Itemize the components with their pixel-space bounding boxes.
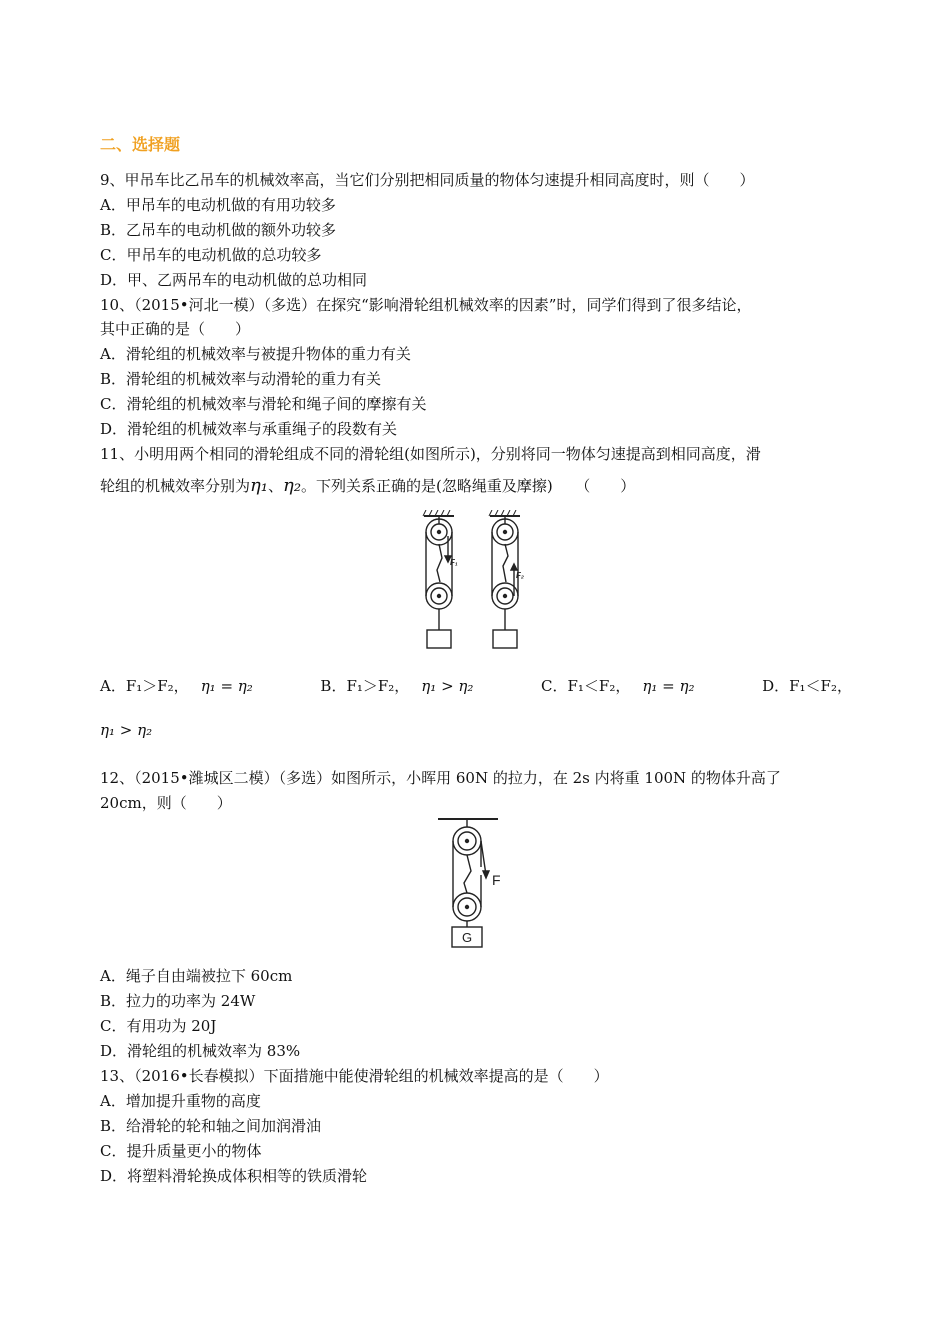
option-label: C． xyxy=(100,395,127,413)
pulley-system-1 xyxy=(423,510,454,648)
q11-options-row xyxy=(100,676,852,696)
q12-stem-line2: 20cm，则（ ） xyxy=(100,794,232,812)
eta2-symbol: η₂ xyxy=(283,475,302,496)
option-efficiency: η₁ > η₂ xyxy=(421,677,474,695)
option-text: 滑轮组的机械效率与动滑轮的重力有关 xyxy=(126,370,382,388)
q13-option-b xyxy=(100,1116,321,1136)
weight-label-g: G xyxy=(461,930,473,945)
option-text: 将塑料滑轮换成体积相等的铁质滑轮 xyxy=(127,1167,368,1185)
option-label: B． xyxy=(100,370,127,388)
option-text: 给滑轮的轮和轴之间加润滑油 xyxy=(126,1117,322,1135)
q11-option-d-efficiency: η₁ > η₂ xyxy=(100,721,153,739)
q11-stem-line1: 11、小明用两个相同的滑轮组成不同的滑轮组(如图所示)，分别将同一物体匀速提高到相同高度，滑 xyxy=(100,445,761,463)
option-text: 绳子自由端被拉下 60cm xyxy=(125,967,293,985)
option-label: B． xyxy=(100,1117,127,1135)
option-text: 提升质量更小的物体 xyxy=(126,1142,262,1160)
q10-option-d xyxy=(100,419,397,439)
q13-option-d xyxy=(100,1166,367,1186)
q11-option-c xyxy=(541,676,694,696)
option-label: D． xyxy=(100,420,128,438)
separator: 、 xyxy=(268,477,284,495)
option-efficiency: η₁ = η₂ xyxy=(200,677,253,695)
option-label: B． xyxy=(320,677,347,695)
option-label: D． xyxy=(762,677,790,695)
option-label: A． xyxy=(100,967,126,985)
option-efficiency: η₁ = η₂ xyxy=(642,677,695,695)
option-label: D． xyxy=(100,1167,128,1185)
option-label: B． xyxy=(100,992,127,1010)
section-title: 二、选择题 xyxy=(100,135,181,154)
q9-stem: 9、甲吊车比乙吊车的机械效率高，当它们分别把相同质量的物体匀速提升相同高度时，则（ ） xyxy=(100,171,755,189)
option-text: 滑轮组的机械效率为 83% xyxy=(127,1042,301,1060)
option-text: 滑轮组的机械效率与被提升物体的重力有关 xyxy=(125,345,411,363)
q9-option-a xyxy=(100,195,336,215)
q13-option-c xyxy=(100,1141,262,1161)
option-label: A． xyxy=(100,1092,126,1110)
option-text: 滑轮组的机械效率与承重绳子的段数有关 xyxy=(127,420,398,438)
q9-option-d xyxy=(100,270,367,290)
q12-option-c xyxy=(100,1016,216,1036)
pulley-system xyxy=(438,819,498,947)
q10-option-c xyxy=(100,394,427,414)
q12-stem-line1: 12、（2015•潍城区二模）（多选）如图所示，小晖用 60N 的拉力，在 2s 内将重 100N 的物体升高了 xyxy=(100,769,781,787)
option-text: 乙吊车的电动机做的额外功较多 xyxy=(126,221,337,239)
option-label: C． xyxy=(100,1142,127,1160)
option-label: A． xyxy=(100,677,126,695)
force-label-f1: F₁ xyxy=(450,558,458,567)
q10-option-b xyxy=(100,369,381,389)
force-label-f2: F₂ xyxy=(516,571,524,580)
option-force: F₁＞F₂， xyxy=(125,677,189,695)
q10-option-a xyxy=(100,344,411,364)
stem-text: 。下列关系正确的是(忽略绳重及摩擦) （ ） xyxy=(301,477,636,495)
option-force: F₁＜F₂， xyxy=(567,677,631,695)
q12-option-d xyxy=(100,1041,300,1061)
option-label: A． xyxy=(100,196,126,214)
q13-option-a xyxy=(100,1091,261,1111)
q11-figure xyxy=(418,510,530,652)
q11-stem-line2 xyxy=(100,476,635,496)
option-text: 甲吊车的电动机做的有用功较多 xyxy=(125,196,336,214)
q9-option-b xyxy=(100,220,336,240)
q11-option-b xyxy=(320,676,473,696)
q10-stem-line2: 其中正确的是（ ） xyxy=(100,320,251,338)
option-text: 甲、乙两吊车的电动机做的总功相同 xyxy=(127,271,368,289)
q9-option-c xyxy=(100,245,322,265)
option-text: 增加提升重物的高度 xyxy=(125,1092,261,1110)
q12-figure xyxy=(436,815,516,951)
option-text: 滑轮组的机械效率与滑轮和绳子间的摩擦有关 xyxy=(126,395,427,413)
option-force: F₁＞F₂， xyxy=(346,677,410,695)
option-force: F₁＜F₂， xyxy=(789,677,852,695)
option-label: C． xyxy=(100,246,127,264)
q11-option-d xyxy=(762,676,852,696)
option-text: 有用功为 20J xyxy=(126,1017,217,1035)
option-label: D． xyxy=(100,271,128,289)
force-label-f: F xyxy=(492,872,501,888)
option-text: 甲吊车的电动机做的总功较多 xyxy=(126,246,322,264)
q10-stem-line1: 10、（2015•河北一模）（多选）在探究“影响滑轮组机械效率的因素”时，同学们得到了很多结论， xyxy=(100,296,752,314)
option-label: C． xyxy=(541,677,568,695)
option-label: D． xyxy=(100,1042,128,1060)
q12-option-a xyxy=(100,966,292,986)
option-text: 拉力的功率为 24W xyxy=(126,992,256,1010)
q12-option-b xyxy=(100,991,255,1011)
q11-option-a xyxy=(100,676,253,696)
option-label: B． xyxy=(100,221,127,239)
stem-text: 轮组的机械效率分别为 xyxy=(100,477,251,495)
q13-stem: 13、（2016•长春模拟）下面措施中能使滑轮组的机械效率提高的是（ ） xyxy=(100,1067,609,1085)
eta1-symbol: η₁ xyxy=(250,475,269,496)
option-label: A． xyxy=(100,345,126,363)
option-label: C． xyxy=(100,1017,127,1035)
